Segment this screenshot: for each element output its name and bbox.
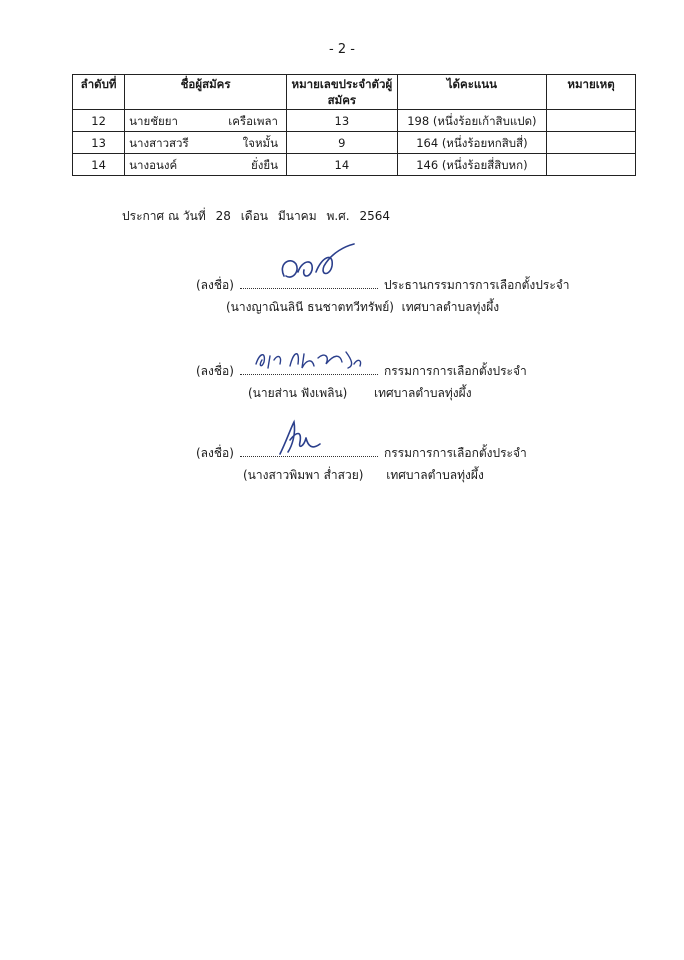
header-candidate-number: หมายเลขประจำตัวผู้สมัคร [287,75,398,110]
signer-role: ประธานกรรมการการเลือกตั้งประจำ [383,278,570,292]
announcement-prefix: ประกาศ ณ วันที่ [122,209,206,223]
announcement-line [122,207,396,226]
signature-line [196,276,570,295]
row-score: 146 (หนึ่งร้อยสี่สิบหก) [397,154,546,176]
row-note [547,132,636,154]
first-name: นายชัยยา [129,113,178,128]
signer-name-line [226,298,499,317]
table-header-row [73,75,636,110]
row-note [547,110,636,132]
header-candidate-name: ชื่อผู้สมัคร [125,75,287,110]
last-name: เครือเพลา [228,113,278,128]
signer-org: เทศบาลตำบลทุ่งผึ้ง [401,300,500,314]
row-number: 13 [287,110,398,132]
handwritten-signature [276,416,326,460]
signer-role: กรรมการการเลือกตั้งประจำ [383,446,527,460]
row-score: 198 (หนึ่งร้อยเก้าสิบแปด) [397,110,546,132]
sign-label: (ลงชื่อ) [196,364,234,378]
last-name: ยั่งยืน [251,157,278,172]
row-name [125,110,287,132]
last-name: ใจหมั้น [242,135,278,150]
signer-name: (นางสาวพิมพา ส่ำสวย) [243,468,364,482]
announcement-year: 2564 [359,209,390,223]
row-order: 14 [73,154,125,176]
row-name [125,154,287,176]
signer-name-line [243,466,484,485]
row-order: 12 [73,110,125,132]
table-row [73,154,636,176]
sign-label: (ลงชื่อ) [196,278,234,292]
table-row [73,110,636,132]
first-name: นางอนงค์ [129,157,178,172]
signer-name-line [248,384,472,403]
results-table [72,74,636,176]
signer-org: เทศบาลตำบลทุ่งผึ้ง [374,386,472,400]
first-name: นางสาวสวรี [129,135,189,150]
row-score: 164 (หนึ่งร้อยหกสิบสี่) [397,132,546,154]
row-name [125,132,287,154]
handwritten-signature [250,346,370,376]
page-number: - 2 - [329,42,355,57]
announcement-day: 28 [215,209,231,223]
row-order: 13 [73,132,125,154]
table-row [73,132,636,154]
row-number: 9 [287,132,398,154]
announcement-month: มีนาคม [277,209,317,223]
signer-org: เทศบาลตำบลทุ่งผึ้ง [386,468,484,482]
signer-name: (นางญาณินลินี ธนชาตทวีทรัพย์) [226,300,394,314]
announcement-month-label: เดือน [240,209,268,223]
sign-label: (ลงชื่อ) [196,446,234,460]
header-order: ลำดับที่ [73,75,125,110]
handwritten-signature [272,242,362,292]
row-note [547,154,636,176]
signature-line [196,444,527,463]
header-score: ได้คะแนน [397,75,546,110]
signer-name: (นายส่าน ฟังเพลิน) [248,386,348,400]
row-number: 14 [287,154,398,176]
signer-role: กรรมการการเลือกตั้งประจำ [383,364,527,378]
header-remark: หมายเหตุ [547,75,636,110]
announcement-year-label: พ.ศ. [326,209,350,223]
